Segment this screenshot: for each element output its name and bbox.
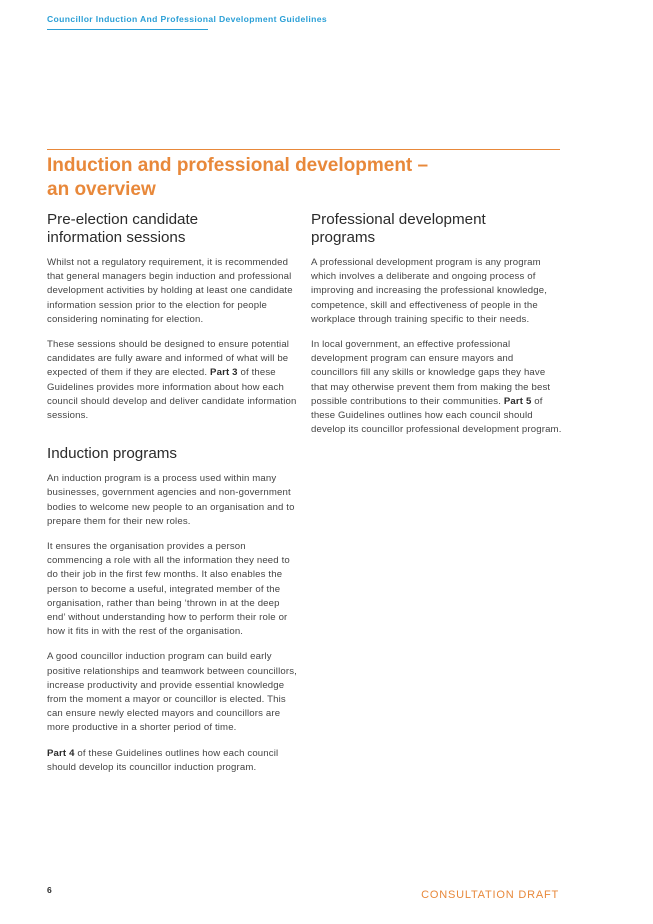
page-title-line-1: Induction and professional development –: [47, 155, 429, 176]
consultation-draft-label: CONSULTATION DRAFT: [421, 889, 559, 901]
part-4-reference: Part 4: [47, 747, 75, 759]
right-column: [311, 211, 563, 448]
professional-development-paragraph-2: [311, 338, 563, 437]
pre-election-paragraph-1: Whilst not a regulatory requirement, it is recommended that general managers begin induction and professional development activities by holding at least one candidate information session prior to the election for people considering nominating for election.: [47, 257, 293, 325]
pre-election-paragraph-2-text: These sessions should be designed to ensure potential candidates are fully aware and informed of what will be expected of them if they are elected.: [47, 339, 290, 379]
professional-development-heading-line-1: Professional development: [311, 211, 486, 228]
pre-election-heading-line-2: information sessions: [47, 229, 186, 246]
pre-election-heading-line-1: Pre-election candidate: [47, 211, 199, 228]
professional-development-paragraph-1: A professional development program is any program which involves a deliberate and ongoing process of improving and increasing the professional knowledge, competence, skill and effectiveness of people in the workplace through training specific to their needs.: [311, 257, 548, 325]
induction-paragraph-3: A good councillor induction program can build early positive relationships and teamwork between councillors, increase productivity and provide essential knowledge from the moment a mayor or councillor is elected. This can ensure newly elected mayors and councillors are more productive in a shorter period of time.: [47, 651, 297, 734]
induction-paragraph-1: An induction program is a process used within many businesses, government agencies and non-government bodies to welcome new people to an organisation and to prepare them for their new roles.: [47, 473, 295, 527]
running-header: Councillor Induction And Professional Development Guidelines: [47, 14, 327, 24]
induction-section: [47, 445, 297, 775]
induction-paragraph-2: It ensures the organisation provides a person commencing a role with all the information they need to do their job in the first few months. It also enables the person to become a useful, integrated member of the organisation, rather than being ‘thrown in at the deep end’ without understanding how to perform their role or how it fits in with the rest of the organisation.: [47, 541, 290, 638]
page-title-line-2: an overview: [47, 179, 156, 200]
professional-development-paragraph-2-text: In local government, an effective professional development program can ensure mayors and councillors fill any skills or knowledge gaps they have that may otherwise prevent them from making the best possible contributions to their communities.: [311, 339, 551, 407]
title-divider: [47, 149, 560, 150]
pre-election-section: [47, 211, 297, 423]
induction-paragraph-4: [47, 747, 297, 775]
left-column: [47, 211, 297, 786]
professional-development-heading: [311, 211, 563, 247]
pre-election-heading: [47, 211, 297, 247]
page-number: 6: [47, 885, 52, 895]
professional-development-heading-line-2: programs: [311, 229, 376, 246]
part-5-reference: Part 5: [503, 395, 532, 407]
induction-heading: Induction programs: [47, 445, 178, 463]
pre-election-paragraph-2: [47, 338, 297, 423]
pre-election-paragraph-2-rest: of these Guidelines provides more information about how each council should develop and deliver candidate information sessions.: [47, 367, 297, 422]
part-3-reference: Part 3: [210, 367, 238, 379]
induction-paragraph-4-text: of these Guidelines outlines how each council should develop its councillor induction program.: [47, 747, 279, 773]
professional-development-paragraph-2-rest: of these Guidelines outlines how each council should develop its councillor professional development program.: [311, 395, 562, 436]
professional-development-section: [311, 211, 563, 437]
page-title: [47, 154, 567, 202]
header-divider: [47, 29, 208, 30]
